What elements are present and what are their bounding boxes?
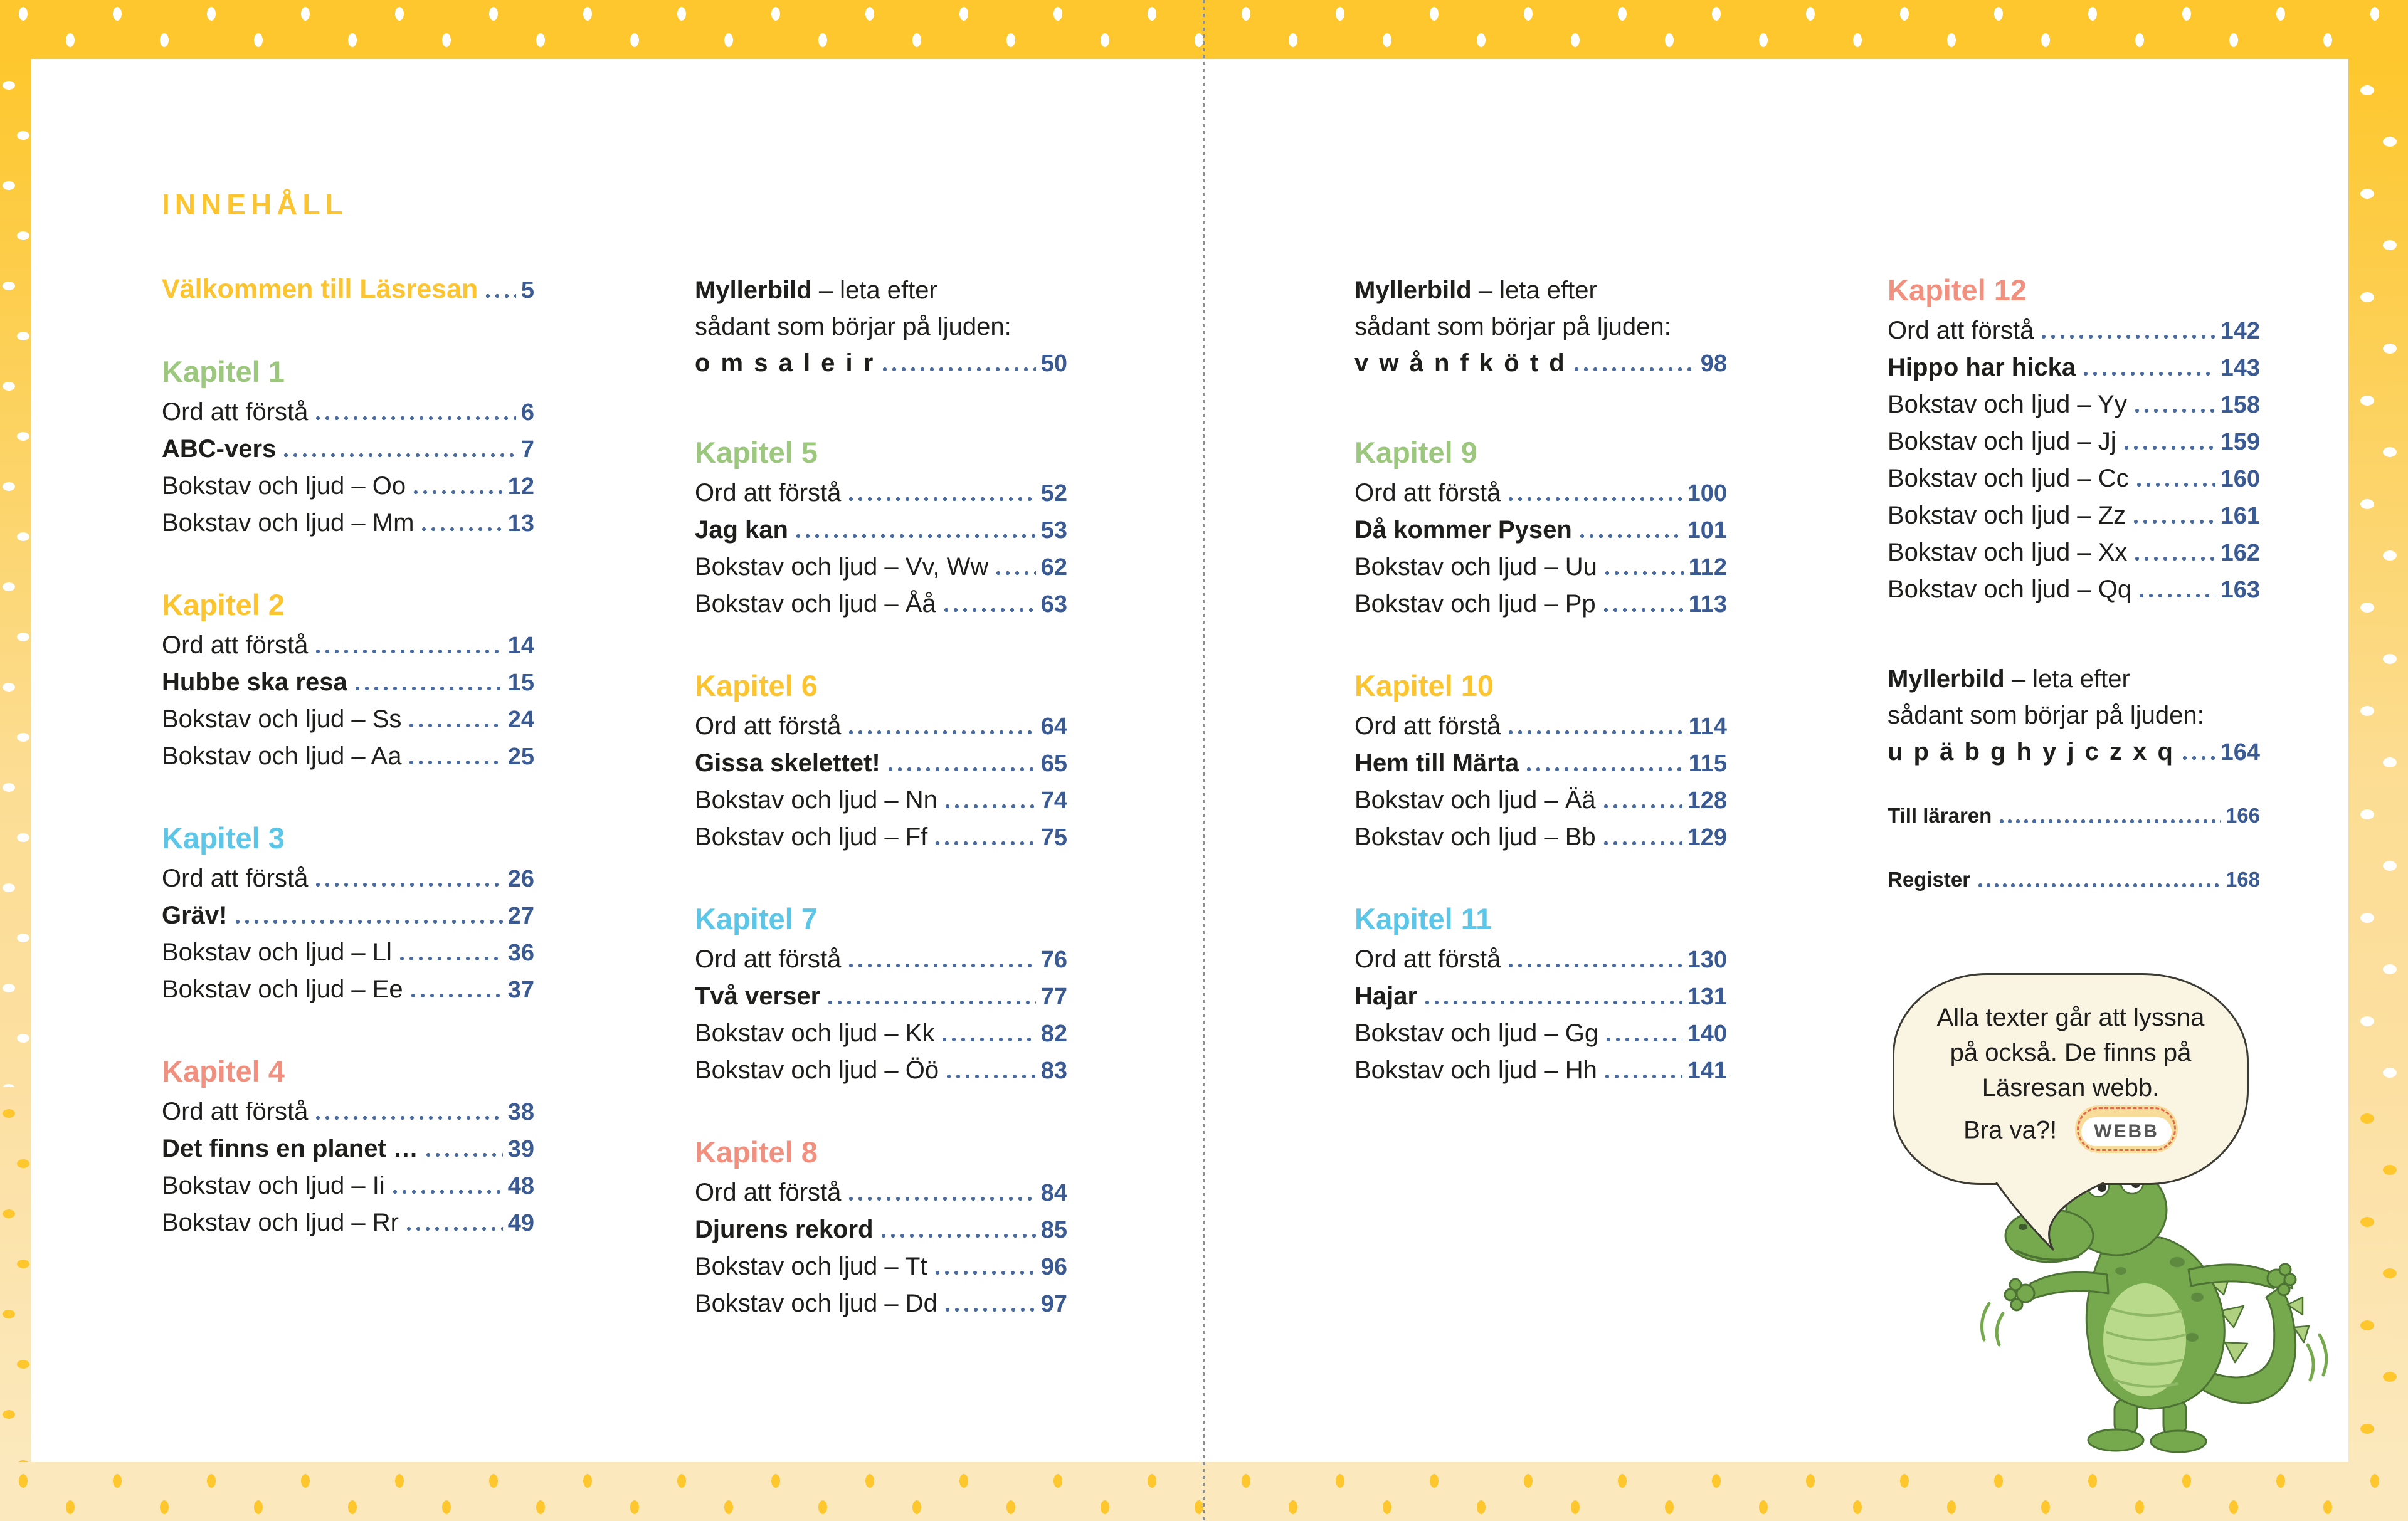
toc-entry <box>1354 745 1727 782</box>
page-number: 159 <box>2220 429 2260 455</box>
page-number: 164 <box>2220 739 2260 766</box>
page-number: 74 <box>1040 787 1067 814</box>
dot-leader <box>2123 445 2215 450</box>
myller-rest: – leta efter <box>1471 276 1597 304</box>
page-number: 75 <box>1040 824 1067 851</box>
dot-leader <box>484 293 516 298</box>
page-number: 130 <box>1687 947 1727 973</box>
chapter-1 <box>162 354 534 542</box>
entry-title: Bokstav och ljud – Ss <box>162 705 402 733</box>
dot-leader <box>1507 963 1682 968</box>
toc-entry <box>162 971 534 1008</box>
dot-leader <box>234 919 503 924</box>
page-number: 53 <box>1040 517 1067 544</box>
page-number: 96 <box>1040 1254 1067 1280</box>
toc-entry <box>695 586 1067 623</box>
entry-title: Till läraren <box>1888 804 1992 827</box>
chapter-heading: Kapitel 9 <box>1354 436 1477 469</box>
toc-entry <box>695 745 1067 782</box>
speech-bubble <box>1893 973 2249 1185</box>
dot-leader <box>314 649 502 654</box>
page-number: 113 <box>1688 591 1727 618</box>
page-number: 39 <box>507 1136 534 1162</box>
chapter-heading: Kapitel 4 <box>162 1055 285 1088</box>
toc-entry <box>695 549 1067 586</box>
page-number: 77 <box>1040 984 1067 1010</box>
myller-rest: – leta efter <box>811 276 937 304</box>
entry-title: ABC-vers <box>162 435 277 463</box>
toc-entry <box>162 627 534 664</box>
toc-entry <box>1354 941 1727 978</box>
toc-entry <box>695 1015 1067 1052</box>
dot-leader <box>944 804 1036 809</box>
dot-leader <box>2138 593 2215 598</box>
dot-leader <box>847 497 1035 502</box>
dot-leader <box>412 490 503 495</box>
toc-entry <box>1888 460 2260 497</box>
border-right-lower <box>2348 1087 2408 1462</box>
toc-entry <box>162 1167 534 1204</box>
toc-entry <box>1354 1052 1727 1089</box>
entry-title: Bokstav och ljud – Ll <box>162 939 392 966</box>
entry-title: Bokstav och ljud – Bb <box>1354 823 1596 851</box>
dot-leader <box>847 963 1035 968</box>
entry-title: Hippo har hicka <box>1888 354 2076 381</box>
toc-entry <box>162 468 534 505</box>
toc-entry <box>1354 819 1727 856</box>
page-number: 142 <box>2220 318 2260 344</box>
entry-title: Bokstav och ljud – Ää <box>1354 786 1596 814</box>
bubble-text-line <box>1894 1105 2247 1158</box>
page-number: 38 <box>507 1099 534 1125</box>
entry-title: Ord att förstå <box>162 865 309 892</box>
toc-entry <box>1354 782 1727 819</box>
page-number: 48 <box>507 1173 534 1199</box>
toc-entry <box>162 738 534 775</box>
page-number: 98 <box>1700 350 1727 377</box>
dot-leader <box>408 760 502 765</box>
dot-leader <box>408 723 502 728</box>
bubble-text-line: Alla texter går att lyssna <box>1936 1004 2205 1031</box>
toc-entry <box>695 978 1067 1015</box>
page-number: 12 <box>507 473 534 500</box>
toc-column-3 <box>1354 272 1727 1089</box>
toc-entry <box>695 819 1067 856</box>
toc-column-2 <box>695 272 1067 1322</box>
page-number: 36 <box>507 940 534 966</box>
dot-leader <box>314 416 515 421</box>
chapter-3 <box>162 820 534 1008</box>
toc-entry <box>1354 345 1727 382</box>
chapter-heading: Kapitel 2 <box>162 588 285 621</box>
page-number: 161 <box>2220 503 2260 529</box>
chapter-8 <box>695 1134 1067 1322</box>
entry-title: Gräv! <box>162 902 228 929</box>
entry-title: Bokstav och ljud – Kk <box>695 1019 935 1047</box>
entry-title: Bokstav och ljud – Tt <box>695 1253 927 1280</box>
page-number: 13 <box>507 510 534 537</box>
toc-entry <box>695 512 1067 549</box>
bubble-text: Bra va?! <box>1963 1116 2057 1144</box>
dot-leader <box>409 993 503 998</box>
toc-entry <box>695 708 1067 745</box>
page-number: 129 <box>1687 824 1727 851</box>
entry-title: Två verser <box>695 982 821 1010</box>
entry-title: Bokstav och ljud – Jj <box>1888 428 2116 455</box>
chapter-heading: Kapitel 10 <box>1354 669 1494 702</box>
toc-entry <box>162 1093 534 1130</box>
webb-badge-dashed-ring <box>2077 1107 2176 1151</box>
page-number: 112 <box>1688 554 1727 581</box>
dot-leader <box>1977 883 2221 887</box>
entry-title: Hem till Märta <box>1354 749 1519 777</box>
dot-leader <box>826 1000 1036 1005</box>
page-number: 15 <box>507 670 534 696</box>
page-number: 166 <box>2225 804 2260 827</box>
entry-title: Bokstav och ljud – Xx <box>1888 539 2128 566</box>
entry-title: Ord att förstå <box>695 1179 842 1206</box>
dot-leader <box>2133 408 2215 413</box>
dot-leader <box>945 1074 1036 1079</box>
page-number: 141 <box>1687 1058 1727 1084</box>
chapter-heading: Kapitel 8 <box>695 1135 818 1169</box>
entry-title: Bokstav och ljud – Hh <box>1354 1056 1597 1084</box>
entry-title: Hubbe ska resa <box>162 668 347 696</box>
toc-entry <box>162 664 534 701</box>
border-right <box>2348 59 2408 1462</box>
chapter-10 <box>1354 668 1727 856</box>
page-number: 131 <box>1687 984 1727 1010</box>
myller-label: Myllerbild <box>1354 276 1472 304</box>
toc-column-4 <box>1888 272 2260 893</box>
entry-title: Ord att förstå <box>1354 945 1501 973</box>
dot-leader <box>391 1189 503 1194</box>
dot-leader <box>1507 730 1683 735</box>
entry-title: Ord att förstå <box>1888 317 2034 344</box>
entry-title: Bokstav och ljud – Mm <box>162 509 415 537</box>
toc-entry <box>695 1174 1067 1211</box>
toc-entry <box>162 701 534 738</box>
toc-entry <box>1888 386 2260 423</box>
page-number: 49 <box>507 1210 534 1236</box>
toc-entry <box>695 941 1067 978</box>
dot-leader <box>941 1037 1035 1042</box>
entry-title: Ord att förstå <box>1354 712 1501 740</box>
entry-title: Bokstav och ljud – Rr <box>162 1209 399 1236</box>
entry-title: Bokstav och ljud – Zz <box>1888 502 2126 529</box>
myllerbild-block-3 <box>1888 661 2260 771</box>
page-title: INNEHÅLL <box>162 188 348 221</box>
dot-leader <box>2181 755 2215 761</box>
teacher-row <box>1888 802 2260 829</box>
dot-leader <box>934 1270 1036 1275</box>
toc-entry <box>695 1052 1067 1089</box>
myllerbild-block-1 <box>695 272 1067 382</box>
page-number: 115 <box>1688 750 1727 777</box>
dot-leader <box>1603 571 1684 576</box>
entry-title: Bokstav och ljud – Ff <box>695 823 928 851</box>
toc-entry <box>1354 512 1727 549</box>
entry-title: Ord att förstå <box>162 631 309 659</box>
entry-title: Jag kan <box>695 516 788 544</box>
myller-label: Myllerbild <box>695 276 812 304</box>
toc-entry <box>1354 978 1727 1015</box>
entry-title: Gissa skelettet! <box>695 749 880 777</box>
dot-leader <box>880 1233 1036 1238</box>
page-number: 52 <box>1040 480 1067 507</box>
dot-leader <box>2135 482 2215 487</box>
dot-leader <box>398 956 503 961</box>
myller-letters: u p ä b g h y j c z x q <box>1888 738 2175 766</box>
toc-entry <box>695 782 1067 819</box>
entry-title: Det finns en planet … <box>162 1135 418 1162</box>
entry-title: Ord att förstå <box>162 398 309 426</box>
toc-entry <box>1354 475 1727 512</box>
chapter-heading: Kapitel 11 <box>1354 902 1492 935</box>
entry-title: Ord att förstå <box>695 712 842 740</box>
page-number: 84 <box>1040 1180 1067 1206</box>
toc-entry <box>162 1130 534 1167</box>
page-number: 25 <box>507 744 534 770</box>
page-number: 158 <box>2220 392 2260 418</box>
page-number: 65 <box>1040 750 1067 777</box>
entry-title: Bokstav och ljud – Vv, Ww <box>695 553 989 581</box>
entry-title: Bokstav och ljud – Yy <box>1888 391 2127 418</box>
entry-title: Djurens rekord <box>695 1216 874 1243</box>
dot-leader <box>2082 371 2215 376</box>
entry-title: Bokstav och ljud – Nn <box>695 786 937 814</box>
dot-leader <box>1602 841 1682 846</box>
dot-leader <box>2133 556 2215 561</box>
bubble-text-line: på också. De finns på <box>1950 1039 2192 1066</box>
page-number: 128 <box>1687 787 1727 814</box>
page-number: 140 <box>1687 1021 1727 1047</box>
dot-leader <box>2132 519 2215 524</box>
myllerbild-block-2 <box>1354 272 1727 382</box>
myller-rest: – leta efter <box>2004 665 2130 693</box>
toc-entry <box>695 475 1067 512</box>
myller-line2: sådant som börjar på ljuden: <box>1888 702 2204 729</box>
toc-entry <box>1888 497 2260 534</box>
entry-title: Bokstav och ljud – Dd <box>695 1290 937 1317</box>
chapter-7 <box>695 901 1067 1089</box>
entry-title: Register <box>1888 868 1971 891</box>
toc-entry <box>1888 734 2260 771</box>
entry-title: Då kommer Pysen <box>1354 516 1572 544</box>
toc-entry <box>1354 586 1727 623</box>
chapter-4 <box>162 1053 534 1241</box>
dot-leader <box>2040 334 2215 339</box>
dot-leader <box>1603 1074 1682 1079</box>
toc-column-1 <box>162 188 534 1241</box>
entry-title: Bokstav och ljud – Aa <box>162 742 402 770</box>
page-number: 160 <box>2220 466 2260 492</box>
page-number: 76 <box>1040 947 1067 973</box>
chapter-2 <box>162 587 534 775</box>
page-number: 7 <box>520 436 534 463</box>
toc-entry <box>162 934 534 971</box>
chapter-11 <box>1354 901 1727 1089</box>
page-number: 5 <box>520 277 534 303</box>
toc-entry <box>1888 571 2260 608</box>
entry-title: Bokstav och ljud – Ee <box>162 976 403 1003</box>
webb-badge <box>2075 1105 2178 1153</box>
dot-leader <box>314 1115 502 1120</box>
page-number: 37 <box>507 977 534 1003</box>
chapter-6 <box>695 668 1067 856</box>
toc-entry <box>1888 534 2260 571</box>
toc-entry <box>162 431 534 468</box>
toc-entry <box>162 505 534 542</box>
dot-leader <box>1602 608 1684 613</box>
dot-leader <box>1423 1000 1682 1005</box>
dot-leader <box>1998 819 2221 823</box>
dot-leader <box>420 527 502 532</box>
chapter-heading: Kapitel 1 <box>162 355 285 388</box>
chapter-heading: Kapitel 12 <box>1888 273 2027 307</box>
page-number: 100 <box>1687 480 1727 507</box>
myller-line2: sådant som börjar på ljuden: <box>695 313 1011 340</box>
page-fold-line <box>1203 0 1205 1521</box>
dot-leader <box>314 882 502 887</box>
toc-entry <box>162 860 534 897</box>
dot-leader <box>847 730 1035 735</box>
entry-title: Bokstav och ljud – Qq <box>1888 576 2132 603</box>
entry-title: Bokstav och ljud – Ii <box>162 1172 385 1199</box>
chapter-heading: Kapitel 3 <box>162 821 285 855</box>
toc-entry <box>1354 1015 1727 1052</box>
dot-leader <box>847 1196 1035 1201</box>
page-number: 163 <box>2220 577 2260 603</box>
entry-title: Välkommen till Läsresan <box>162 274 478 304</box>
toc-entry <box>162 1204 534 1241</box>
dot-leader <box>354 686 503 691</box>
page-number: 82 <box>1040 1021 1067 1047</box>
chapter-heading: Kapitel 6 <box>695 669 818 702</box>
page-number: 83 <box>1040 1058 1067 1084</box>
page-number: 24 <box>507 707 534 733</box>
page-number: 85 <box>1040 1217 1067 1243</box>
page-number: 64 <box>1040 713 1067 740</box>
entry-title: Hajar <box>1354 982 1418 1010</box>
toc-entry <box>695 345 1067 382</box>
chapter-heading: Kapitel 7 <box>695 902 818 935</box>
toc-entry <box>162 394 534 431</box>
page-number: 114 <box>1688 713 1727 740</box>
page-number: 162 <box>2220 540 2260 566</box>
entry-title: Bokstav och ljud – Cc <box>1888 465 2129 492</box>
dot-leader <box>1602 804 1682 809</box>
chapter-12 <box>1888 272 2260 608</box>
webb-badge-label: WEBB <box>2081 1117 2172 1146</box>
toc-entry <box>1888 423 2260 460</box>
page-number: 63 <box>1040 591 1067 618</box>
dot-leader <box>1605 1037 1682 1042</box>
toc-entry <box>162 897 534 934</box>
entry-title: Ord att förstå <box>1354 479 1501 507</box>
dot-leader <box>934 841 1035 846</box>
entry-title: Bokstav och ljud – Uu <box>1354 553 1597 581</box>
toc-entry <box>695 1285 1067 1322</box>
toc-entry <box>695 1248 1067 1285</box>
entry-title: Bokstav och ljud – Gg <box>1354 1019 1599 1047</box>
toc-entry <box>1888 312 2260 349</box>
toc-entry <box>1354 549 1727 586</box>
dot-leader <box>887 767 1036 772</box>
entry-title: Ord att förstå <box>695 945 842 973</box>
page-number: 143 <box>2220 355 2260 381</box>
myller-line2: sådant som börjar på ljuden: <box>1354 313 1671 340</box>
dot-leader <box>795 534 1036 539</box>
toc-entry <box>1888 349 2260 386</box>
bubble-text-line: Läsresan webb. <box>1982 1074 2160 1102</box>
myller-letters: v w å n f k ö t d <box>1354 349 1566 377</box>
myller-letters: o m s a l e i r <box>695 349 875 377</box>
dot-leader <box>1578 534 1682 539</box>
speech-bubble-tail <box>1988 1178 2126 1255</box>
page-number: 6 <box>520 399 534 426</box>
dot-leader <box>944 1307 1036 1312</box>
page-number: 168 <box>2225 868 2260 891</box>
dot-leader <box>1507 497 1682 502</box>
myller-label: Myllerbild <box>1888 665 2005 693</box>
dot-leader <box>1573 367 1696 372</box>
dot-leader <box>943 608 1036 613</box>
border-left-lower <box>0 1087 31 1462</box>
page-number: 97 <box>1040 1291 1067 1317</box>
dot-leader <box>425 1152 503 1157</box>
page-number: 26 <box>507 866 534 892</box>
page-number: 27 <box>507 903 534 929</box>
toc-entry <box>1354 708 1727 745</box>
page-number: 14 <box>507 633 534 659</box>
page-number: 62 <box>1040 554 1067 581</box>
chapter-5 <box>695 434 1067 623</box>
entry-title: Bokstav och ljud – Öö <box>695 1056 939 1084</box>
entry-title: Ord att förstå <box>162 1098 309 1125</box>
dot-leader <box>1525 767 1683 772</box>
register-row <box>1888 866 2260 893</box>
dot-leader <box>282 453 516 458</box>
entry-title: Bokstav och ljud – Åå <box>695 590 936 618</box>
page-number: 50 <box>1040 350 1067 377</box>
dot-leader <box>995 571 1035 576</box>
page-number: 101 <box>1687 517 1727 544</box>
border-left <box>0 59 31 1462</box>
welcome-row <box>162 271 534 308</box>
entry-title: Bokstav och ljud – Pp <box>1354 590 1596 618</box>
chapter-heading: Kapitel 5 <box>695 436 818 469</box>
border-left-upper <box>0 59 31 1087</box>
dot-leader <box>881 367 1035 372</box>
entry-title: Bokstav och ljud – Oo <box>162 472 406 500</box>
dot-leader <box>405 1226 503 1231</box>
chapter-9 <box>1354 434 1727 623</box>
toc-entry <box>695 1211 1067 1248</box>
entry-title: Ord att förstå <box>695 479 842 507</box>
border-right-upper <box>2348 59 2408 1087</box>
